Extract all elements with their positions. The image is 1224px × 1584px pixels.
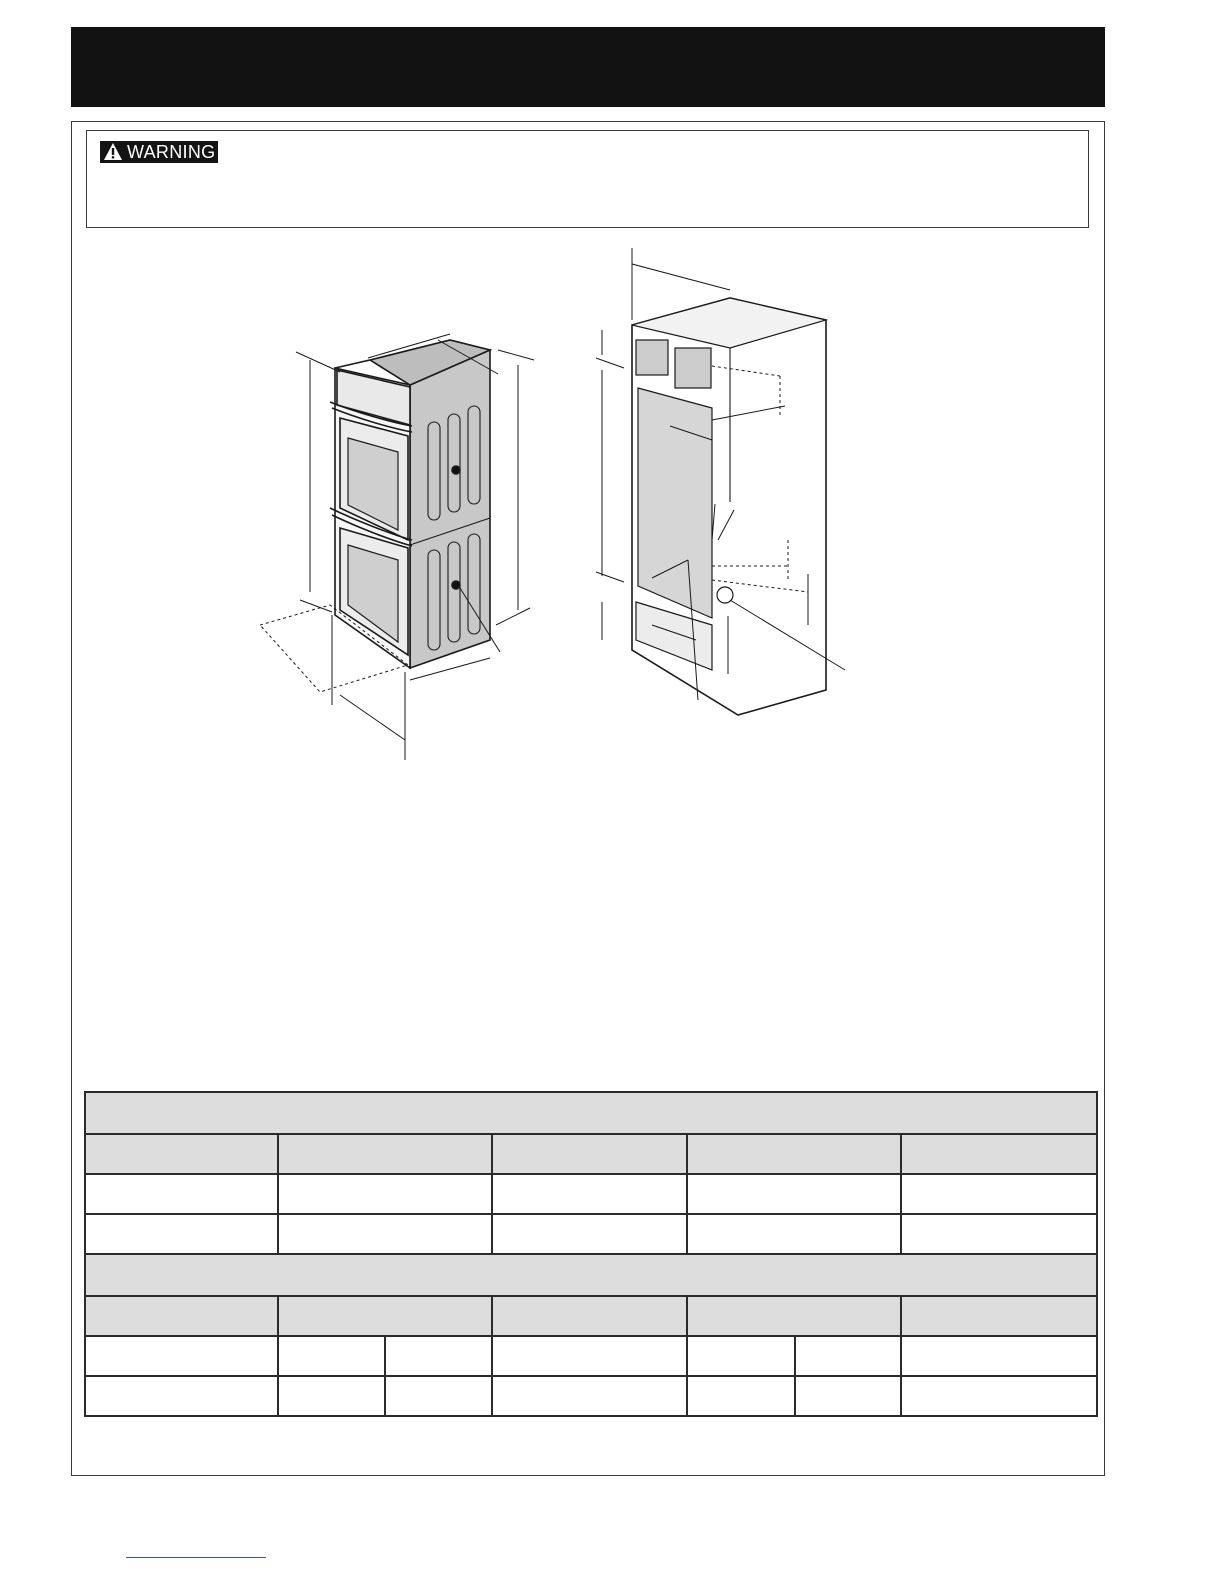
table-cell (278, 1336, 385, 1376)
table-cell (85, 1376, 278, 1416)
warning-triangle-icon (103, 142, 123, 162)
table-header-cell (492, 1296, 687, 1336)
table-cell (492, 1214, 687, 1254)
table-cell (85, 1336, 278, 1376)
table-cell (385, 1376, 492, 1416)
double-wall-oven-illustration (330, 340, 490, 668)
table-cell (687, 1376, 795, 1416)
table-row (85, 1174, 1097, 1214)
table-header-cell (85, 1134, 278, 1174)
cabinet-cutout-illustration (632, 298, 826, 715)
table-cell (687, 1336, 795, 1376)
table-cell (85, 1174, 278, 1214)
table-cell (901, 1376, 1097, 1416)
table-cell (795, 1336, 901, 1376)
table-cell (687, 1174, 901, 1214)
table-cell (901, 1214, 1097, 1254)
table-header-cell (687, 1296, 901, 1336)
table-section-1-title-row (85, 1092, 1097, 1134)
warning-badge (100, 141, 218, 163)
table-section-2-title-row (85, 1254, 1097, 1296)
table-section-2-header-row (85, 1296, 1097, 1336)
page-header-bar (71, 27, 1105, 107)
installation-diagram (260, 240, 860, 760)
warning-box (86, 130, 1089, 228)
table-section-1-header-row (85, 1134, 1097, 1174)
table-row (85, 1376, 1097, 1416)
table-cell (901, 1174, 1097, 1214)
table-cell (278, 1174, 492, 1214)
table-section-1-title (85, 1092, 1097, 1134)
table-header-cell (85, 1296, 278, 1336)
table-header-cell (901, 1134, 1097, 1174)
table-header-cell (687, 1134, 901, 1174)
table-header-cell (278, 1296, 492, 1336)
warning-label: WARNING (127, 142, 216, 162)
table-cell (385, 1336, 492, 1376)
table-cell (278, 1376, 385, 1416)
table-cell (492, 1376, 687, 1416)
specifications-table (84, 1091, 1098, 1417)
table-cell (795, 1376, 901, 1416)
table-cell (492, 1174, 687, 1214)
table-row (85, 1214, 1097, 1254)
table-cell (85, 1214, 278, 1254)
table-header-cell (492, 1134, 687, 1174)
table-cell (901, 1336, 1097, 1376)
table-row (85, 1336, 1097, 1376)
table-section-2-title (85, 1254, 1097, 1296)
table-cell (492, 1336, 687, 1376)
footer-link-underline[interactable] (126, 1557, 266, 1558)
table-cell (687, 1214, 901, 1254)
table-cell (278, 1214, 492, 1254)
table-header-cell (901, 1296, 1097, 1336)
table-header-cell (278, 1134, 492, 1174)
